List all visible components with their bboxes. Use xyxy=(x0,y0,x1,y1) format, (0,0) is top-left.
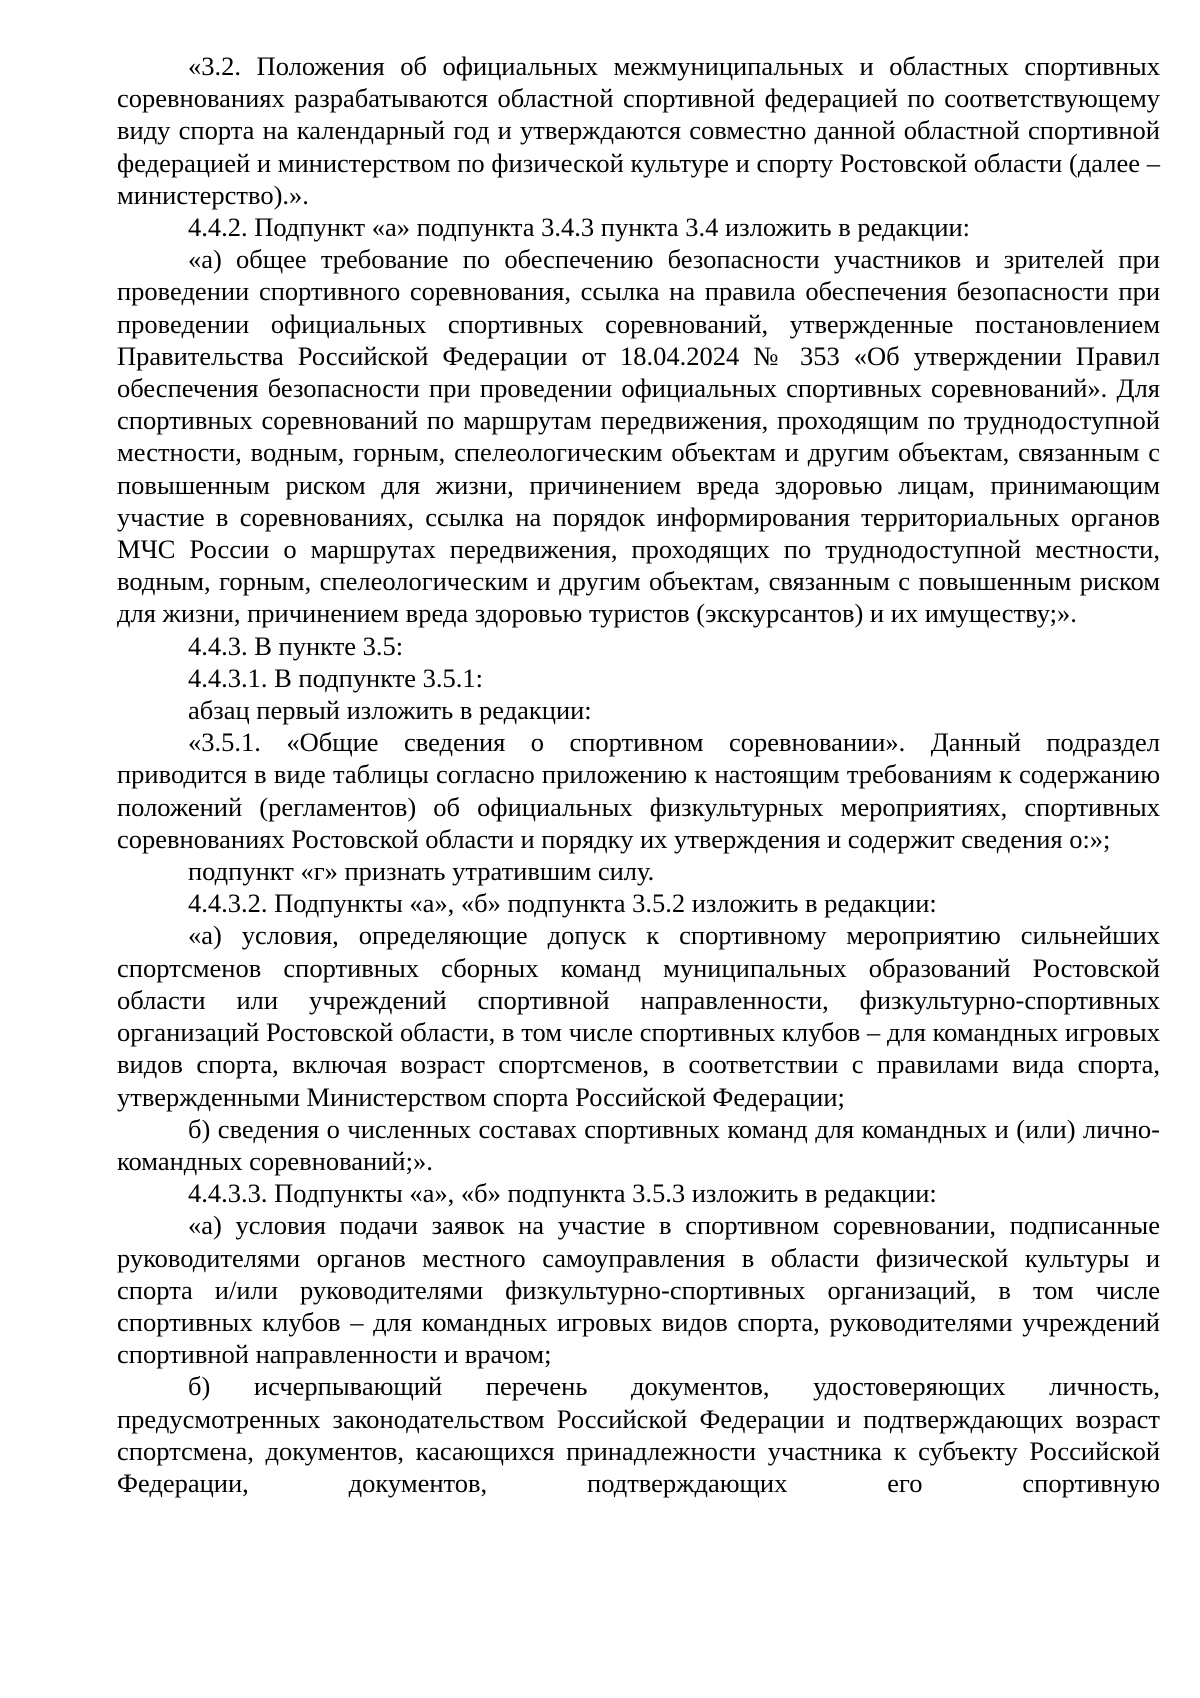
document-page xyxy=(117,50,1160,1499)
paragraph-3-2: «3.2. Положения об официальных межмуниципальных и областных спортивных соревнованиях разрабатываются областной спортивной федерацией по соответствующему виду спорта на календарный год и утверждаются совместно данной областной спортивной федерацией и министерством по физической культуре и спорту Ростовской области (далее – министерство).». xyxy=(117,51,1160,210)
paragraph-subitem-a-admission: «а) условия, определяющие допуск к спортивному мероприятию сильнейших спортсменов спортивных сборных команд муниципальных образований Ростовской области или учреждений спортивной направленности, физкультурно-спортивных организаций Ростовской области, в том числе спортивных клубов – для командных игровых видов спорта, включая возраст спортсменов, в соответствии с правилами вида спорта, утвержденными Министерством спорта Российской Федерации; xyxy=(117,920,1160,1112)
paragraph-4-4-3: 4.4.3. В пункте 3.5: xyxy=(188,630,404,661)
paragraph-3-5-1: «3.5.1. «Общие сведения о спортивном соревновании». Данный подраздел приводится в виде таблицы согласно приложению к настоящим требованиям к содержанию положений (регламентов) об официальных физкультурных мероприятиях, спортивных соревнованиях Ростовской области и порядку их утверждения и содержит сведения о:»; xyxy=(117,727,1160,854)
paragraph-4-4-2: 4.4.2. Подпункт «а» подпункта 3.4.3 пункта 3.4 изложить в редакции: xyxy=(188,212,971,243)
paragraph-4-4-3-1: 4.4.3.1. В подпункте 3.5.1: xyxy=(188,662,484,693)
paragraph-first-abzac: абзац первый изложить в редакции: xyxy=(188,695,592,726)
paragraph-subitem-a-safety: «а) общее требование по обеспечению безопасности участников и зрителей при проведении спортивного соревнования, ссылка на правила обеспечения безопасности при проведении официальных спортивных соревнований, утвержденные постановлением Правительства Российской Федерации от 18.04.2024 № 353 «Об утверждении Правил обеспечения безопасности при проведении официальных спортивных соревнований». Для спортивных соревнований по маршрутам передвижения, проходящим по труднодоступной местности, водным, горным, спелеологическим объектам и другим объектам, связанным с повышенным риском для жизни, причинением вреда здоровью лицам, принимающим участие в соревнованиях, ссылка на порядок информирования территориальных органов МЧС России о маршрутах передвижения, проходящих по труднодоступной местности, водным, горным, спелеологическим и другим объектам, связанным с повышенным риском для жизни, причинением вреда здоровью туристов (экскурсантов) и их имуществу;». xyxy=(117,244,1160,629)
paragraph-subitem-b-team-size: б) сведения о численных составах спортивных команд для командных и (или) лично-командных соревнований;». xyxy=(117,1113,1160,1176)
paragraph-4-4-3-3: 4.4.3.3. Подпункты «а», «б» подпункта 3.5.3 изложить в редакции: xyxy=(188,1178,937,1209)
paragraph-subitem-g: подпункт «г» признать утратившим силу. xyxy=(188,856,655,887)
paragraph-4-4-3-2: 4.4.3.2. Подпункты «а», «б» подпункта 3.5.2 изложить в редакции: xyxy=(188,888,937,919)
paragraph-subitem-b-documents: б) исчерпывающий перечень документов, удостоверяющих личность, предусмотренных законодательством Российской Федерации и подтверждающих возраст спортсмена, документов, касающихся принадлежности участника к субъекту Российской Федерации, документов, подтверждающих его спортивную xyxy=(117,1371,1160,1498)
paragraph-subitem-a-applications: «а) условия подачи заявок на участие в спортивном соревновании, подписанные руководителями органов местного самоуправления в области физической культуры и спорта и/или руководителями физкультурно-спортивных организаций, в том числе спортивных клубов – для командных игровых видов спорта, руководителями учреждений спортивной направленности и врачом; xyxy=(117,1210,1160,1370)
